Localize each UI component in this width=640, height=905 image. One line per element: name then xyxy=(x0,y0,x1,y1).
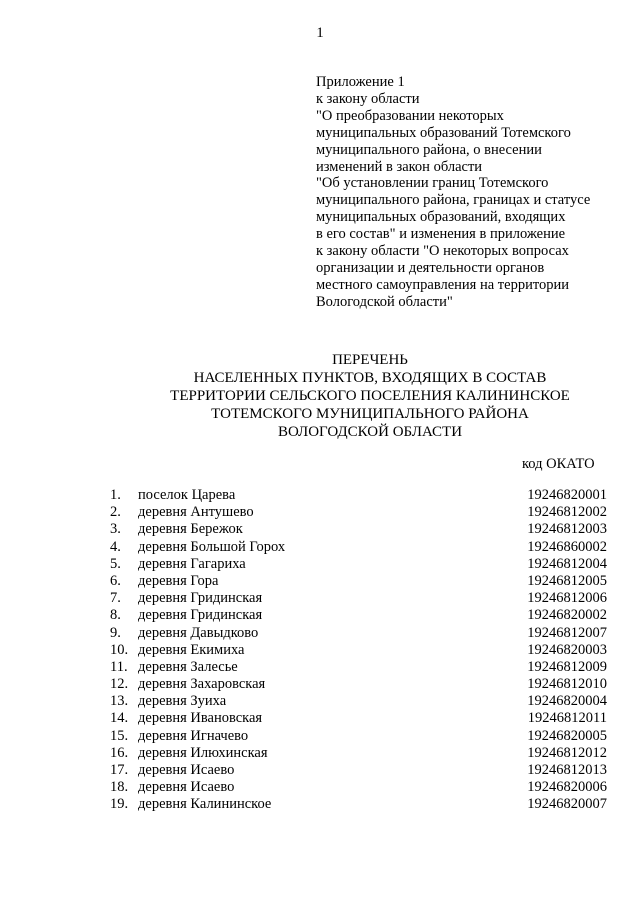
row-number: 16. xyxy=(110,744,129,761)
title-line: ПЕРЕЧЕНЬ xyxy=(332,352,408,368)
settlement-name: деревня Гридинская xyxy=(138,590,263,607)
row-number: 9. xyxy=(110,624,121,641)
row-number: 17. xyxy=(110,762,129,778)
settlement-name: деревня Калининское xyxy=(138,796,272,813)
okato-code: 19246812013 xyxy=(527,762,607,778)
settlement-row xyxy=(0,745,640,762)
okato-code: 19246820002 xyxy=(527,607,607,624)
row-number: 14. xyxy=(110,710,129,727)
settlement-row xyxy=(0,487,640,504)
appendix-line: изменений в закон области xyxy=(316,158,483,175)
settlement-row xyxy=(0,539,640,556)
settlement-row xyxy=(0,504,640,521)
row-number: 11. xyxy=(110,658,128,675)
okato-code: 19246820005 xyxy=(527,727,607,744)
okato-code: 19246812011 xyxy=(527,710,607,727)
settlement-name: деревня Екимиха xyxy=(138,641,245,658)
settlement-name: деревня Исаево xyxy=(138,762,235,778)
row-number: 3. xyxy=(110,521,121,538)
settlement-row xyxy=(0,607,640,624)
title-line: ТЕРРИТОРИИ СЕЛЬСКОГО ПОСЕЛЕНИЯ КАЛИНИНСКОЕ xyxy=(170,388,570,404)
row-number: 19. xyxy=(110,796,129,813)
settlement-name: деревня Залесье xyxy=(138,658,238,675)
appendix-line: местного самоуправления на территории xyxy=(316,276,569,293)
appendix-line: "О преобразовании некоторых xyxy=(316,107,504,124)
appendix-line: муниципального района, о внесении xyxy=(316,141,542,158)
settlement-name: деревня Бережок xyxy=(138,521,243,538)
okato-code: 19246820004 xyxy=(527,693,607,710)
row-number: 4. xyxy=(110,538,121,555)
appendix-line: муниципальных образований Тотемского xyxy=(316,124,571,141)
settlement-list xyxy=(0,487,640,814)
appendix-line: "Об установлении границ Тотемского xyxy=(316,175,549,192)
okato-code: 19246820003 xyxy=(527,641,607,658)
okato-code: 19246812009 xyxy=(527,658,607,675)
okato-code: 19246812012 xyxy=(527,744,607,761)
settlement-row xyxy=(0,762,640,779)
okato-code: 19246812002 xyxy=(527,504,607,521)
appendix-line: муниципальных образований, входящих xyxy=(316,209,566,226)
settlement-row xyxy=(0,590,640,607)
settlement-row xyxy=(0,728,640,745)
settlement-name: деревня Гагариха xyxy=(138,555,246,572)
row-number: 5. xyxy=(110,555,121,572)
appendix-line: Приложение 1 xyxy=(316,74,405,90)
settlement-row xyxy=(0,676,640,693)
settlement-name: деревня Антушево xyxy=(138,504,254,521)
settlement-name: деревня Ивановская xyxy=(138,710,263,727)
settlement-row xyxy=(0,779,640,796)
okato-code: 19246860002 xyxy=(527,538,607,555)
settlement-name: деревня Зуиха xyxy=(138,693,227,710)
settlement-name: деревня Давыдково xyxy=(138,624,259,641)
okato-code: 19246812007 xyxy=(527,624,607,641)
appendix-header xyxy=(316,74,626,311)
settlement-name: деревня Большой Горох xyxy=(138,538,286,555)
settlement-row xyxy=(0,556,640,573)
settlement-name: поселок Царева xyxy=(138,487,236,503)
appendix-line: Вологодской области" xyxy=(316,293,453,310)
row-number: 15. xyxy=(110,727,129,744)
settlement-row xyxy=(0,659,640,676)
settlement-name: деревня Захаровская xyxy=(138,676,266,693)
settlement-name: деревня Исаево xyxy=(138,779,235,796)
okato-code: 19246812005 xyxy=(527,572,607,589)
appendix-line: муниципального района, границах и статусе xyxy=(316,192,591,209)
settlement-row xyxy=(0,693,640,710)
settlement-name: деревня Игначево xyxy=(138,727,249,744)
row-number: 10. xyxy=(110,641,129,658)
settlement-row xyxy=(0,642,640,659)
row-number: 8. xyxy=(110,607,121,624)
row-number: 1. xyxy=(110,487,121,503)
row-number: 6. xyxy=(110,572,121,589)
settlement-row xyxy=(0,625,640,642)
appendix-line: организации и деятельности органов xyxy=(316,259,545,276)
appendix-line: в его состав" и изменения в приложение xyxy=(316,226,566,243)
document-title xyxy=(0,351,640,441)
settlement-row xyxy=(0,796,640,813)
row-number: 7. xyxy=(110,590,121,607)
row-number: 12. xyxy=(110,676,129,693)
settlement-row xyxy=(0,710,640,727)
row-number: 13. xyxy=(110,693,129,710)
settlement-name: деревня Илюхинская xyxy=(138,744,268,761)
okato-code: 19246812004 xyxy=(527,555,607,572)
title-line: ВОЛОГОДСКОЙ ОБЛАСТИ xyxy=(277,424,463,440)
appendix-line: к закону области "О некоторых вопросах xyxy=(316,243,569,260)
okato-code: 19246812010 xyxy=(527,676,607,693)
row-number: 2. xyxy=(110,504,121,521)
okato-code-header: код ОКАТО xyxy=(522,456,595,472)
settlement-name: деревня Гридинская xyxy=(138,607,263,624)
okato-code: 19246820006 xyxy=(527,779,607,796)
settlement-row xyxy=(0,521,640,538)
okato-code: 19246820001 xyxy=(527,487,607,503)
page-number: 1 xyxy=(316,25,324,41)
okato-code: 19246812003 xyxy=(527,521,607,538)
okato-code: 19246820007 xyxy=(527,796,607,813)
settlement-row xyxy=(0,573,640,590)
okato-code: 19246812006 xyxy=(527,590,607,607)
row-number: 18. xyxy=(110,779,129,796)
title-line: НАСЕЛЕННЫХ ПУНКТОВ, ВХОДЯЩИХ В СОСТАВ xyxy=(193,370,547,386)
title-line: ТОТЕМСКОГО МУНИЦИПАЛЬНОГО РАЙОНА xyxy=(211,406,529,422)
settlement-name: деревня Гора xyxy=(138,572,219,589)
appendix-line: к закону области xyxy=(316,90,420,107)
